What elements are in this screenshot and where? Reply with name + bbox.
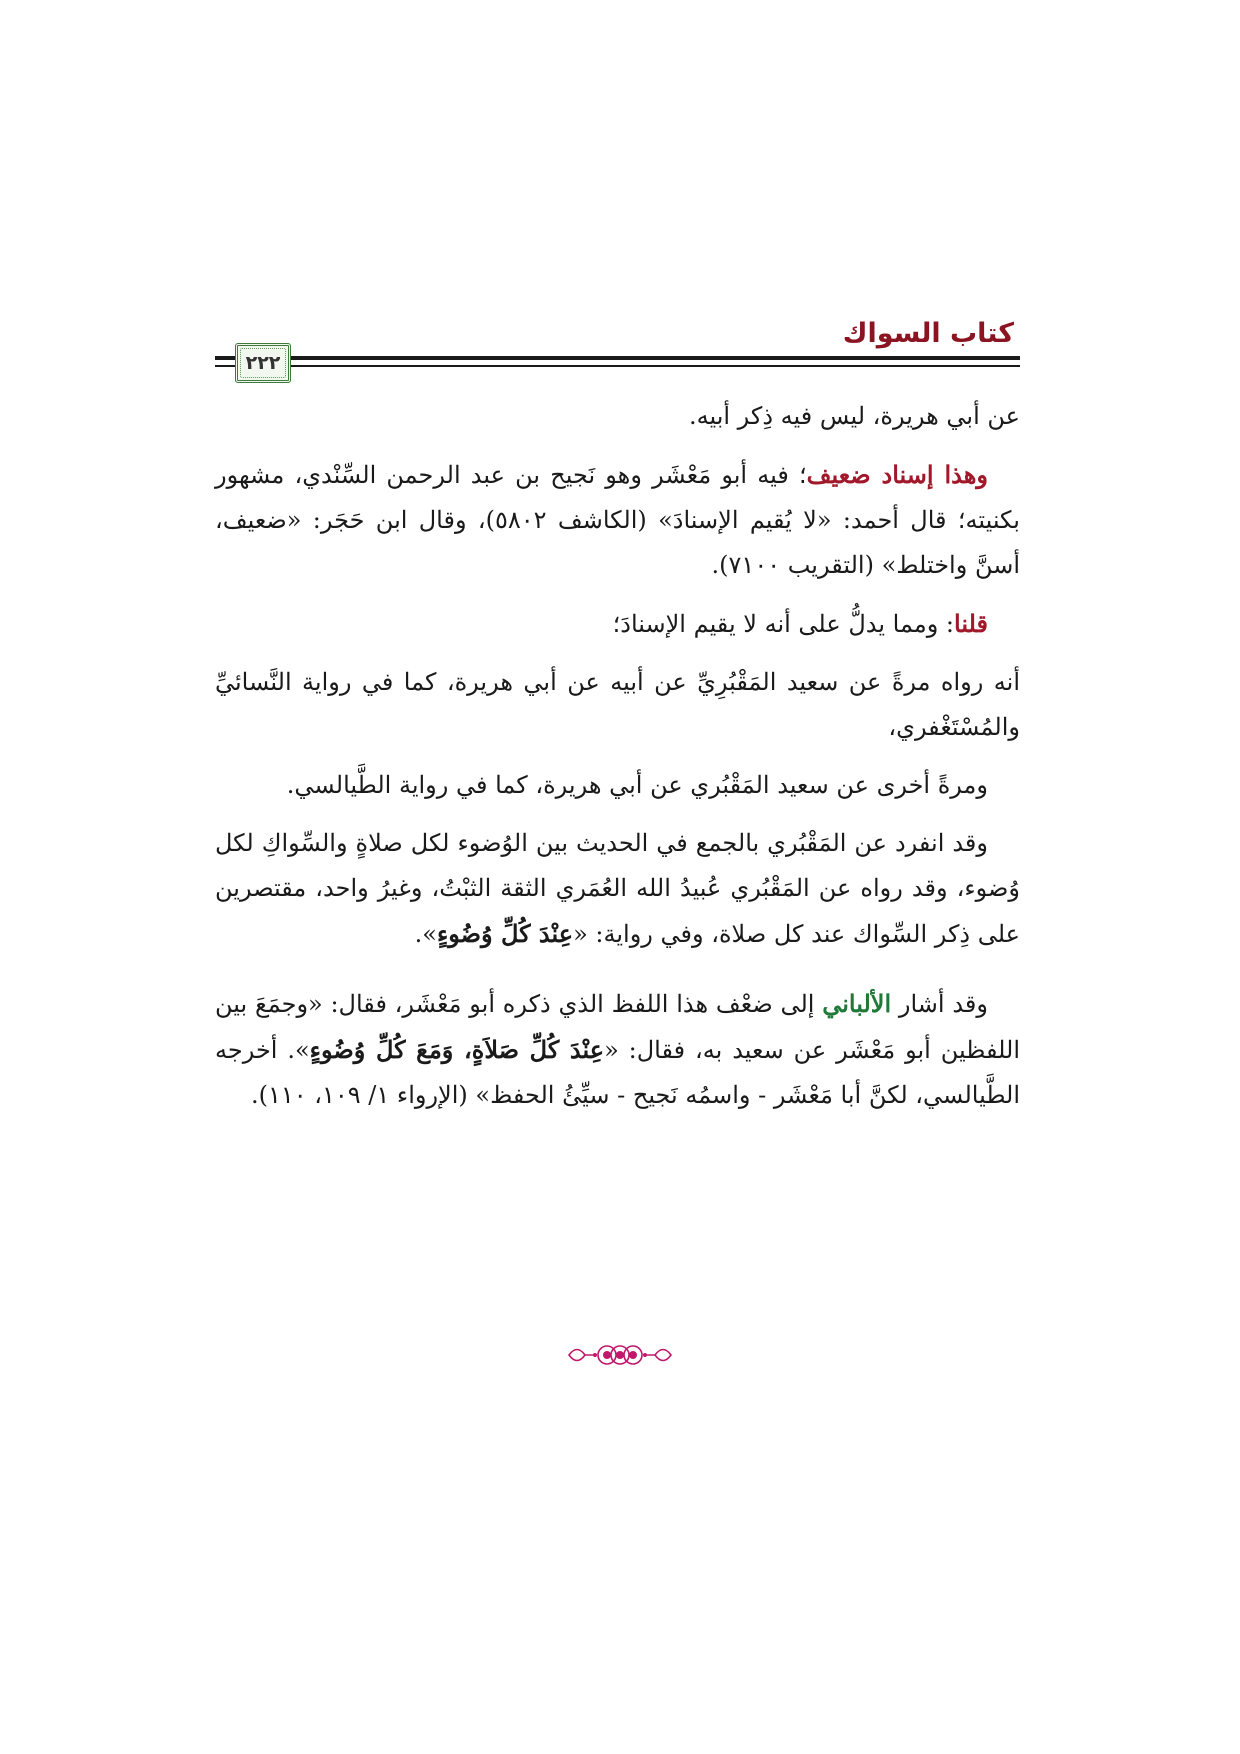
hadith-quote-1: عِنْدَ كُلِّ وُضُوءٍ xyxy=(436,919,574,948)
paragraph-7-end: ». أخرجه الطَّيالسي، لكنَّ أبا مَعْشَر - واسمُه نَجيح - سيِّئُ الحفظ» (الإرواء ١/ ١٠٩، ١١٠). xyxy=(215,1036,1020,1109)
albani-name: الألباني xyxy=(822,989,892,1018)
header-rule-thin xyxy=(277,365,1020,367)
qulna-label: قلنا xyxy=(954,609,988,638)
paragraph-5-text: ومرةً أخرى عن سعيد المَقْبُري عن أبي هريرة، كما في رواية الطَّيالسي. xyxy=(286,771,988,799)
paragraph-3 xyxy=(215,601,1020,647)
header-rule xyxy=(277,356,1020,360)
page-header xyxy=(215,318,1020,380)
weak-chain-label: وهذا إسناد ضعيف xyxy=(806,460,988,489)
paragraph-7-text: إلى ضعْف هذا اللفظ الذي ذكره أبو مَعْشَر، فقال: «وجمَعَ بين اللفظين أبو مَعْشَر عن سعيد به، فقال: « xyxy=(215,990,1021,1064)
floral-divider-svg xyxy=(565,1338,675,1372)
book-title: كتاب السواك xyxy=(842,318,1014,349)
paragraph-7-start: وقد أشار xyxy=(891,990,988,1018)
paragraph-6-end: ». xyxy=(414,920,437,948)
paragraph-2-text: ؛ فيه أبو مَعْشَر وهو نَجيح بن عبد الرحمن السِّنْدي، مشهور بكنيته؛ قال أحمد: «لا يُقيم الإسنادَ» (الكاشف ٥٨٠٢)، وقال ابن حَجَر: «ضعيف، أسنَّ واختلط» (التقريب ٧١٠٠). xyxy=(215,461,1020,579)
page-body xyxy=(215,394,1020,1131)
page-number-frame xyxy=(235,343,291,383)
paragraph-2 xyxy=(215,452,1020,588)
paragraph-4-text: أنه رواه مرةً عن سعيد المَقْبُرِيِّ عن أبيه عن أبي هريرة، كما في رواية النَّسائيِّ والمُسْتَغْفري، xyxy=(215,668,1020,741)
paragraph-6 xyxy=(215,821,1020,957)
floral-divider-icon xyxy=(0,1338,1240,1376)
paragraph-4 xyxy=(215,660,1020,750)
paragraph-5 xyxy=(215,763,1020,808)
page-number: ٢٢٢ xyxy=(245,352,281,374)
hadith-quote-2: عِنْدَ كُلِّ صَلاَةٍ، وَمَعَ كُلِّ وُضُوءٍ xyxy=(309,1035,605,1064)
paragraph-3-text: : ومما يدلُّ على أنه لا يقيم الإسنادَ؛ xyxy=(612,610,955,638)
paragraph-7 xyxy=(215,981,1020,1118)
paragraph-1 xyxy=(215,394,1020,439)
paragraph-6-text: وقد انفرد عن المَقْبُري بالجمع في الحديث بين الوُضوء لكل صلاةٍ والسِّواكِ لكل وُضوء، وقد رواه عن المَقْبُري عُبيدُ الله العُمَري الثقة الثبْتُ، وغيرُ واحد، مقتصرين على ذِكر السِّواك عند كل صلاة، وفي رواية: « xyxy=(215,829,1020,948)
paragraph-1-text: عن أبي هريرة، ليس فيه ذِكر أبيه. xyxy=(688,402,1020,430)
